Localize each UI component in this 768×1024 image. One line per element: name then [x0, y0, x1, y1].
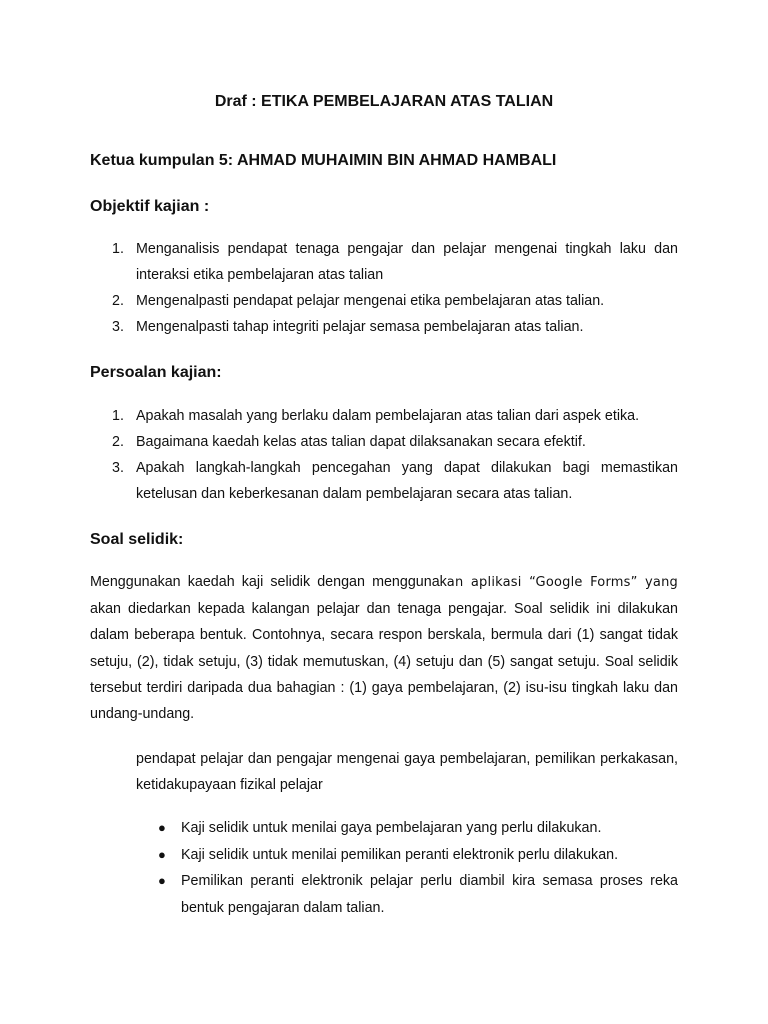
list-item: 2. Bagaimana kaedah kelas atas talian dapat dilaksanakan secara efektif. — [112, 434, 586, 450]
list-item: 2. Mengenalpasti pendapat pelajar mengenai etika pembelajaran atas talian. — [112, 293, 605, 309]
list-item: 3. Mengenalpasti tahap integriti pelajar semasa pembelajaran atas talian. — [112, 319, 584, 335]
list-item: 1. Apakah masalah yang berlaku dalam pembelajaran atas talian dari aspek etika. — [112, 408, 640, 424]
bullet-icon: ● — [158, 846, 166, 862]
list-item: ● Pemilikan peranti elektronik pelajar perlu diambil kira semasa proses reka bentuk pengajaran dalam talian. — [136, 868, 678, 921]
objectives-list — [90, 236, 678, 340]
survey-sub-paragraph: pendapat pelajar dan pengajar mengenai gaya pembelajaran, pemilikan perkakasan, ketidakupayaan fizikal pelajar — [136, 751, 678, 793]
survey-bullet-list — [136, 815, 678, 921]
bullet-icon: ● — [158, 873, 166, 888]
survey-heading: Soal selidik: — [90, 531, 184, 548]
list-item: ● Kaji selidik untuk menilai gaya pembelajaran yang perlu dilakukan. — [136, 815, 678, 842]
group-leader-heading: Ketua kumpulan 5: AHMAD MUHAIMIN BIN AHMAD HAMBALI — [90, 152, 557, 169]
objectives-heading: Objektif kajian : — [90, 198, 210, 215]
questions-heading: Persoalan kajian: — [90, 364, 222, 381]
list-item: 3. Apakah langkah-langkah pencegahan yang dapat dilakukan bagi memastikan ketelusan dan keberkesanan dalam pembelajaran secara atas talian. — [112, 460, 678, 502]
list-item: ● Kaji selidik untuk menilai pemilikan peranti elektronik perlu dilakukan. — [136, 842, 678, 869]
document-title: Draf : ETIKA PEMBELAJARAN ATAS TALIAN — [214, 93, 554, 110]
questions-list — [90, 403, 678, 507]
survey-intro-paragraph: Menggunakan kaedah kaji selidik dengan menggunakan aplikasi “Google Forms” yang akan diedarkan kepada kalangan pelajar dan tenaga pengajar. Soal selidik ini dilakukan dalam beberapa bentuk. Contohnya, secara respon berskala, bermula dari (1) sangat tidak setuju, (2), tidak setuju, (3) tidak memutuskan, (4) setuju dan (5) sangat setuju. Soal selidik tersebut terdiri daripada dua bahagian : (1) gaya pembelajaran, (2) isu-isu tingkah laku dan undang-undang. — [90, 574, 678, 723]
list-item: 1. Menganalisis pendapat tenaga pengajar dan pelajar mengenai tingkah laku dan interaksi etika pembelajaran atas talian — [112, 241, 678, 283]
bullet-icon: ● — [158, 820, 166, 835]
